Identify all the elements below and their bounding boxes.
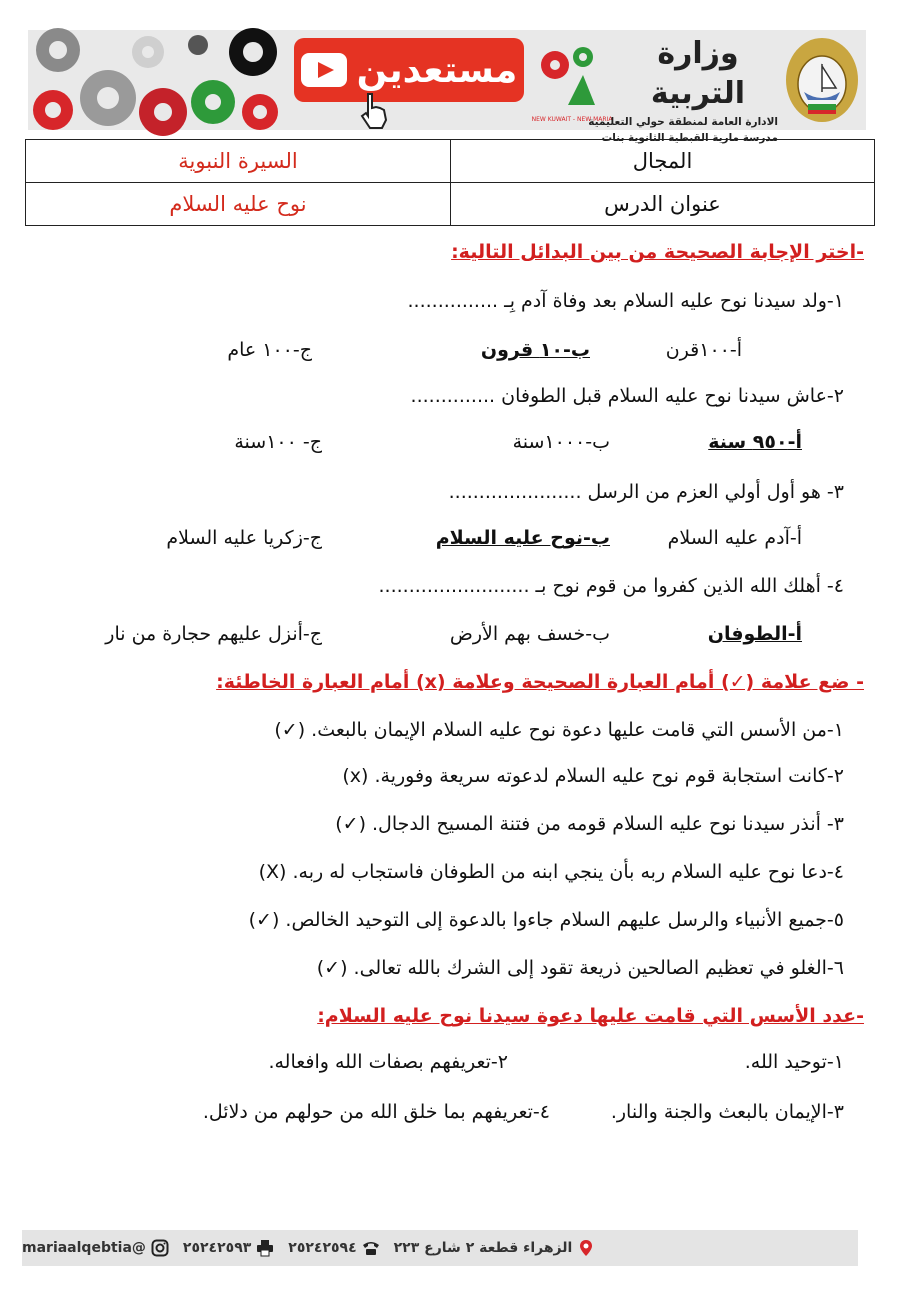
q3-option-c: ج-زكريا عليه السلام	[166, 527, 322, 549]
school-logo	[533, 35, 611, 125]
mcq-heading: -اختر الإجابة الصحيحة من بين البدائل التالية:	[451, 241, 864, 263]
tf-item-3: ٣- أنذر سيدنا نوح عليه السلام قومه من فتنة المسيح الدجال. (✓)	[335, 813, 844, 835]
gears-decoration	[28, 30, 284, 130]
foundation-item-1: ١-توحيد الله.	[744, 1051, 844, 1073]
ministry-line2: مدرسة مارية القبطية الثانوية بنات	[601, 132, 778, 144]
q4-option-a: أ-الطوفان	[707, 623, 802, 645]
question-1: ١-ولد سيدنا نوح عليه السلام بعد وفاة آدم بِـ ...............	[407, 290, 844, 312]
lesson-title-value: نوح عليه السلام	[26, 183, 451, 226]
q3-option-a: أ-آدم عليه السلام	[667, 527, 802, 549]
tf-item-2: ٢-كانت استجابة قوم نوح عليه السلام لدعوته سريعة وفورية. (x)	[342, 765, 844, 787]
foundation-item-3: ٣-الإيمان بالبعث والجنة والنار.	[610, 1101, 844, 1123]
q1-option-c: ج-١٠٠ عام	[227, 339, 312, 361]
question-3: ٣- هو أول أولي العزم من الرسل ......................	[448, 481, 844, 503]
lesson-info-table	[25, 139, 875, 226]
printer-icon	[256, 1239, 274, 1257]
hand-cursor-icon	[358, 90, 392, 130]
q1-option-b: ب-١٠ قرون	[480, 339, 590, 361]
q4-option-b: ب-خسف بهم الأرض	[449, 623, 610, 645]
tf-item-4: ٤-دعا نوح عليه السلام ربه بأن ينجي ابنه من الطوفان فاستجاب له ربه. (X)	[258, 861, 844, 883]
question-2: ٢-عاش سيدنا نوح عليه السلام قبل الطوفان ..............	[410, 385, 844, 407]
instagram-handle: @mariaalqebtia	[22, 1240, 146, 1256]
ministry-block	[588, 34, 778, 146]
tf-item-1: ١-من الأسس التي قامت عليها دعوة نوح عليه السلام الإيمان بالبعث. (✓)	[274, 719, 844, 741]
fax-text: ٢٥٢٤٢٥٩٣	[182, 1240, 252, 1256]
phone-text: ٢٥٢٤٢٥٩٤	[288, 1240, 357, 1256]
telephone-icon	[362, 1239, 380, 1257]
q1-option-a: أ-١٠٠قرن	[665, 339, 742, 361]
question-4: ٤- أهلك الله الذين كفروا من قوم نوح بـ .........................	[378, 575, 844, 597]
foundation-item-4: ٤-تعريفهم بما خلق الله من حولهم من دلائل.	[202, 1101, 550, 1123]
lesson-title-label: عنوان الدرس	[451, 183, 875, 226]
header-banner	[28, 30, 866, 144]
q4-option-c: ج-أنزل عليهم حجارة من نار	[105, 623, 322, 645]
foundation-item-2: ٢-تعريفهم بصفات الله وافعاله.	[268, 1051, 508, 1073]
q2-option-a: أ-٩٥٠ سنة	[708, 431, 802, 453]
ministry-line1: الادارة العامة لمنطقة حولي التعليمية	[588, 116, 778, 128]
tf-item-6: ٦-الغلو في تعظيم الصالحين ذريعة تقود إلى الشرك بالله تعالى. (✓)	[316, 957, 844, 979]
youtube-channel-badge[interactable]	[294, 38, 524, 102]
play-icon	[301, 53, 347, 87]
table-row	[26, 140, 875, 183]
domain-label: المجال	[451, 140, 875, 183]
instagram-icon	[151, 1239, 169, 1257]
footer-phone	[288, 1239, 379, 1257]
table-row	[26, 183, 875, 226]
footer-fax	[183, 1239, 274, 1257]
foundations-heading: -عدد الأسس التي قامت عليها دعوة سيدنا نوح عليه السلام:	[317, 1005, 864, 1027]
youtube-label: مستعدين	[356, 49, 518, 91]
footer-bar	[22, 1230, 858, 1266]
school-logo-text: NEW KUWAIT - NEW MARIA	[531, 116, 613, 123]
tf-item-5: ٥-جميع الأنبياء والرسل عليهم السلام جاءوا بالدعوة إلى التوحيد الخالص. (✓)	[248, 909, 844, 931]
kuwait-emblem-icon	[782, 34, 862, 126]
location-pin-icon	[577, 1239, 595, 1257]
footer-instagram[interactable]	[22, 1239, 169, 1257]
address-text: الزهراء قطعة ٢ شارع ٢٢٣	[393, 1240, 573, 1256]
truefalse-heading: - ضع علامة (✓) أمام العبارة الصحيحة وعلامة (x) أمام العبارة الخاطئة:	[216, 671, 864, 693]
domain-value: السيرة النبوية	[26, 140, 451, 183]
ministry-title: وزارة التربية	[650, 36, 746, 111]
q2-option-b: ب-١٠٠٠سنة	[512, 431, 610, 453]
footer-address	[394, 1239, 596, 1257]
q2-option-c: ج- ١٠٠سنة	[234, 431, 322, 453]
q3-option-b: ب-نوح عليه السلام	[435, 527, 610, 549]
